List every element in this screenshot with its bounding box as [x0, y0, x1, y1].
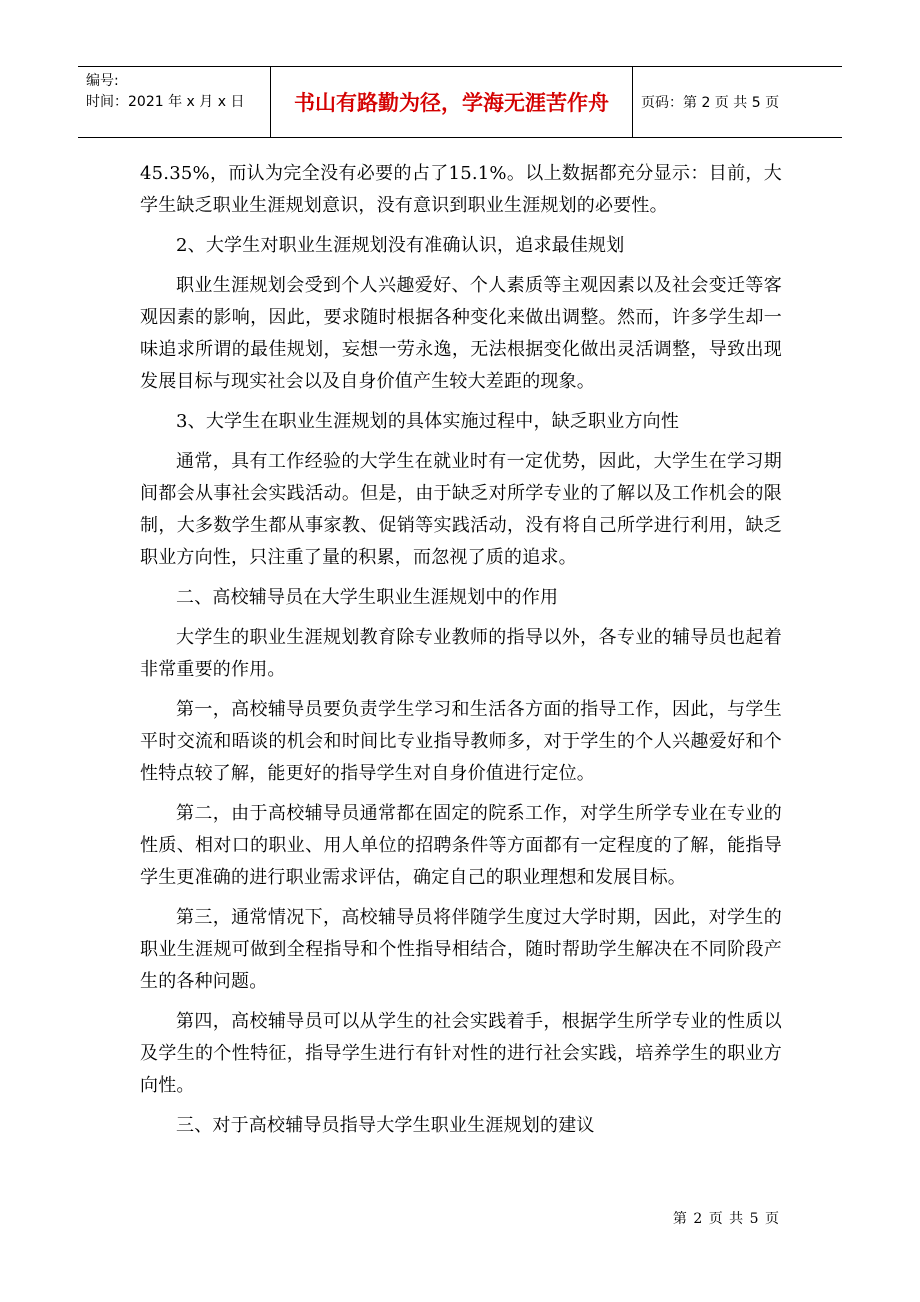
paragraph: 45.35%，而认为完全没有必要的占了15.1%。以上数据都充分显示：目前，大学生缺乏职业生涯规划意识，没有意识到职业生涯规划的必要性。 — [140, 163, 782, 216]
section-heading: 2、大学生对职业生涯规划没有准确认识，追求最佳规划 — [176, 235, 625, 256]
paragraph: 职业生涯规划会受到个人兴趣爱好、个人素质等主观因素以及社会变迁等客观因素的影响，因此，要求随时根据各种变化来做出调整。然而，许多学生却一味追求所谓的最佳规划，妄想一劳永逸，无法根据变化做出灵活调整，导致出现发展目标与现实社会以及自身价值产生较大差距的现象。 — [140, 275, 782, 392]
section-heading: 3、大学生在职业生涯规划的具体实施过程中，缺乏职业方向性 — [176, 411, 680, 432]
header-page-number: 页码：第 2 页 共 5 页 — [641, 95, 780, 111]
header-meta — [78, 67, 271, 137]
paragraph: 第一，高校辅导员要负责学生学习和生活各方面的指导工作，因此，与学生平时交流和晤谈的机会和时间比专业指导教师多，对于学生的个人兴趣爱好和个性特点较了解，能更好的指导学生对自身价值进行定位。 — [140, 699, 782, 784]
paragraph: 通常，具有工作经验的大学生在就业时有一定优势，因此，大学生在学习期间都会从事社会实践活动。但是，由于缺乏对所学专业的了解以及工作机会的限制，大多数学生都从事家教、促销等实践活动，没有将自己所学进行利用，缺乏职业方向性，只注重了量的积累，而忽视了质的追求。 — [140, 451, 782, 568]
page-header — [78, 66, 842, 138]
paragraph: 大学生的职业生涯规划教育除专业教师的指导以外，各专业的辅导员也起着非常重要的作用。 — [140, 627, 782, 680]
page-footer: 第 2 页 共 5 页 — [672, 1211, 780, 1227]
document-number-label: 编号: — [86, 73, 119, 89]
body-text — [140, 158, 782, 1150]
section-heading: 二、高校辅导员在大学生职业生涯规划中的作用 — [176, 587, 559, 608]
section-heading: 三、对于高校辅导员指导大学生职业生涯规划的建议 — [176, 1115, 595, 1136]
paragraph: 第四，高校辅导员可以从学生的社会实践着手，根据学生所学专业的性质以及学生的个性特征，指导学生进行有针对性的进行社会实践，培养学生的职业方向性。 — [140, 1011, 782, 1096]
paragraph: 第二，由于高校辅导员通常都在固定的院系工作，对学生所学专业在专业的性质、相对口的职业、用人单位的招聘条件等方面都有一定程度的了解，能指导学生更准确的进行职业需求评估，确定自己的职业理想和发展目标。 — [140, 803, 782, 888]
header-motto: 书山有路勤为径，学海无涯苦作舟 — [271, 67, 633, 137]
document-date: 时间：2021 年 x 月 x 日 — [86, 94, 245, 110]
paragraph: 第三，通常情况下，高校辅导员将伴随学生度过大学时期，因此，对学生的职业生涯规可做到全程指导和个性指导相结合，随时帮助学生解决在不同阶段产生的各种问题。 — [140, 907, 782, 992]
